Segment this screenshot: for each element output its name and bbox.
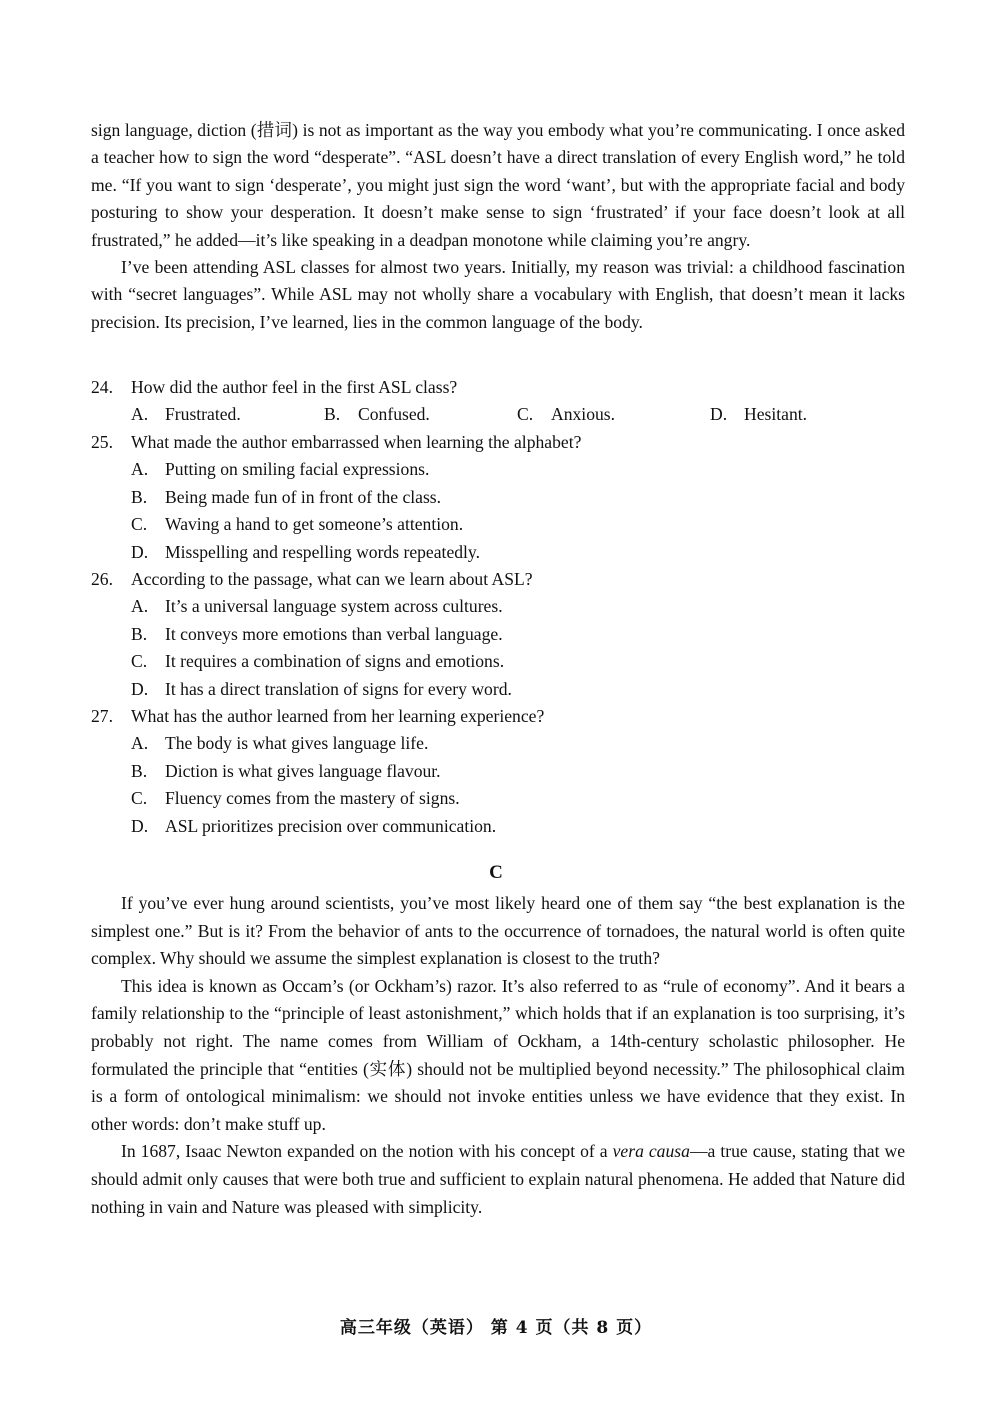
question-number: 27. [91,706,113,726]
question-number: 25. [91,432,113,452]
passage-c-paragraph-2: This idea is known as Occam’s (or Ockham’s) razor. It’s also referred to as “rule of economy”. And it bears a family relationship to the “principle of least astonishment,” which holds that if an explanation is too surprising, it’s probably not right. The name comes from William of Ockham, a 14th-century scholastic philosopher. He formulated the principle that “entities (实体) should not be multiplied beyond necessity.” The philosophical claim is a form of ontological minimalism: we should not invoke entities unless we have evidence that they exist. In other words: don’t make stuff up. [91,975,905,1134]
question-stem: How did the author feel in the first ASL class? [131,377,458,397]
italic-term: vera causa [612,1141,690,1162]
option-b: B. It conveys more emotions than verbal language. [131,623,503,644]
question-26 [91,566,905,703]
page-footer: 高三年级（英语） 第 4 页（共 8 页） [339,1318,653,1338]
option-b: B. Being made fun of in front of the class. [131,486,442,507]
question-number: 26. [91,569,113,589]
section-heading: C [489,862,503,883]
option-d: D. Misspelling and respelling words repeatedly. [131,541,480,562]
question-24 [91,374,905,429]
option-c: C. Waving a hand to get someone’s attention. [131,514,464,535]
option-c: C. It requires a combination of signs and emotions. [131,651,505,672]
option-a: A. It’s a universal language system across cultures. [131,596,503,617]
passage-c-paragraph-3: In 1687, Isaac Newton expanded on the notion with his concept of a vera causa—a true cause, stating that we should admit only causes that were both true and sufficient to explain natural phenomena. He added that Nature did nothing in vain and Nature was pleased with simplicity. [91,1141,906,1217]
question-stem: According to the passage, what can we learn about ASL? [131,569,533,589]
passage-c-paragraph-1: If you’ve ever hung around scientists, you’ve most likely heard one of them say “the best explanation is the simplest one.” But is it? From the behavior of ants to the occurrence of tornadoes, the natural world is often quite complex. Why should we assume the simplest explanation is closest to the truth? [91,893,905,969]
option-a: A. Frustrated. [131,404,241,425]
question-stem: What made the author embarrassed when learning the alphabet? [131,432,582,452]
passage-b-paragraph-2: I’ve been attending ASL classes for almost two years. Initially, my reason was trivial: a childhood fascination with “secret languages”. While ASL may not wholly share a vocabulary with English, that doesn’t mean it lacks precision. Its precision, I’ve learned, lies in the common language of the body. [91,257,905,332]
option-a: A. Putting on smiling facial expressions. [131,459,430,480]
passage-b-tail [91,117,905,336]
option-a: A. The body is what gives language life. [131,733,429,754]
option-d: D. Hesitant. [710,404,808,425]
question-27 [91,703,905,840]
option-d: D. It has a direct translation of signs for every word. [131,678,512,699]
passage-c [91,890,905,1221]
option-d: D. ASL prioritizes precision over communication. [131,815,497,836]
question-25 [91,429,905,566]
option-c: C. Anxious. [517,404,616,425]
question-stem: What has the author learned from her learning experience? [131,706,545,726]
option-b: B. Diction is what gives language flavour. [131,760,441,781]
question-number: 24. [91,377,113,397]
passage-b-paragraph-1: sign language, diction (措词) is not as important as the way you embody what you’re communicating. I once asked a teacher how to sign the word “desperate”. “ASL doesn’t have a direct translation of every English word,” he told me. “If you want to sign ‘desperate’, you might just sign the word ‘want’, but with the appropriate facial and body posturing to show your desperation. It doesn’t make sense to sign ‘frustrated’ if your face doesn’t look at all frustrated,” he added—it’s like speaking in a deadpan monotone while claiming you’re angry. [91,120,905,250]
option-b: B. Confused. [324,404,430,425]
option-c: C. Fluency comes from the mastery of signs. [131,788,460,809]
